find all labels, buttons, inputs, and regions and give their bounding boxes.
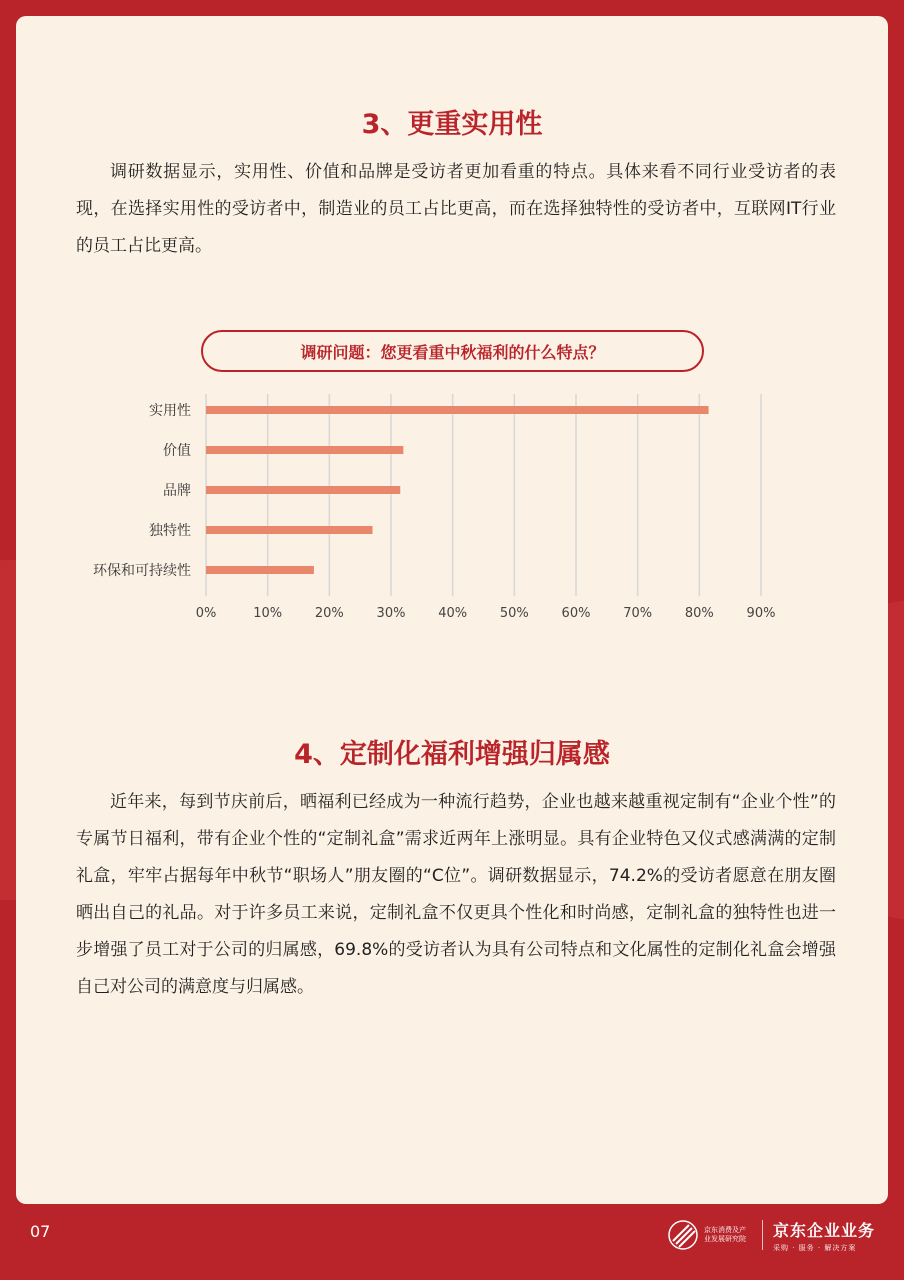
- institute-logo-icon: [668, 1220, 698, 1250]
- survey-question-text: 调研问题：您更看重中秋福利的什么特点？: [300, 342, 605, 362]
- category-label: 价值: [163, 443, 191, 459]
- bar: [206, 526, 373, 534]
- category-label: 环保和可持续性: [93, 563, 191, 579]
- x-tick-label: 90%: [746, 606, 776, 621]
- x-tick-label: 10%: [253, 606, 283, 621]
- section-4-title: 4、定制化福利增强归属感: [294, 739, 610, 770]
- bar: [206, 446, 403, 454]
- x-tick-label: 70%: [623, 606, 653, 621]
- footer-logo: [668, 1212, 875, 1258]
- brand-name: 京东企业业务: [773, 1220, 876, 1240]
- bar: [206, 486, 400, 494]
- page-number: 07: [30, 1222, 51, 1241]
- x-tick-label: 80%: [684, 606, 714, 621]
- x-tick-label: 60%: [561, 606, 591, 621]
- survey-question-badge: [201, 330, 704, 372]
- category-label: 独特性: [149, 523, 191, 539]
- section-4-paragraph: 近年来，每到节庆前后，晒福利已经成为一种流行趋势，企业也越来越重视定制有“企业个性”的专属节日福利，带有企业个性的“定制礼盒”需求近两年上涨明显。具有企业特色又仪式感满满的定制礼盒，牢牢占据每年中秋节“职场人”朋友圈的“C位”。调研数据显示，74.2%的受访者愿意在朋友圈晒出自己的礼品。对于许多员工来说，定制礼盒不仅更具个性化和时尚感，定制礼盒的独特性也进一步增强了员工对于公司的归属感，69.8%的受访者认为具有公司特点和文化属性的定制化礼盒会增强自己对公司的满意度与归属感。: [76, 792, 836, 997]
- category-label: 品牌: [163, 483, 191, 499]
- section-3-title: 3、更重实用性: [361, 109, 543, 140]
- bar: [206, 566, 314, 574]
- x-tick-label: 0%: [195, 606, 217, 621]
- x-tick-label: 20%: [314, 606, 344, 621]
- x-tick-label: 40%: [438, 606, 468, 621]
- brand-tagline: 采购 · 服务 · 解决方案: [773, 1243, 857, 1252]
- category-label: 实用性: [149, 403, 191, 419]
- bar: [206, 406, 709, 414]
- x-tick-label: 50%: [499, 606, 529, 621]
- institute-name: 京东消费及产业发展研究院: [704, 1226, 746, 1243]
- logo-divider: [762, 1220, 763, 1250]
- page-card: [16, 16, 888, 1204]
- x-tick-label: 30%: [376, 606, 406, 621]
- section-3-paragraph: 调研数据显示，实用性、价值和品牌是受访者更加看重的特点。具体来看不同行业受访者的表现，在选择实用性的受访者中，制造业的员工占比更高，而在选择独特性的受访者中，互联网IT行业的员工占比更高。: [76, 162, 836, 256]
- bar-chart: [16, 386, 888, 636]
